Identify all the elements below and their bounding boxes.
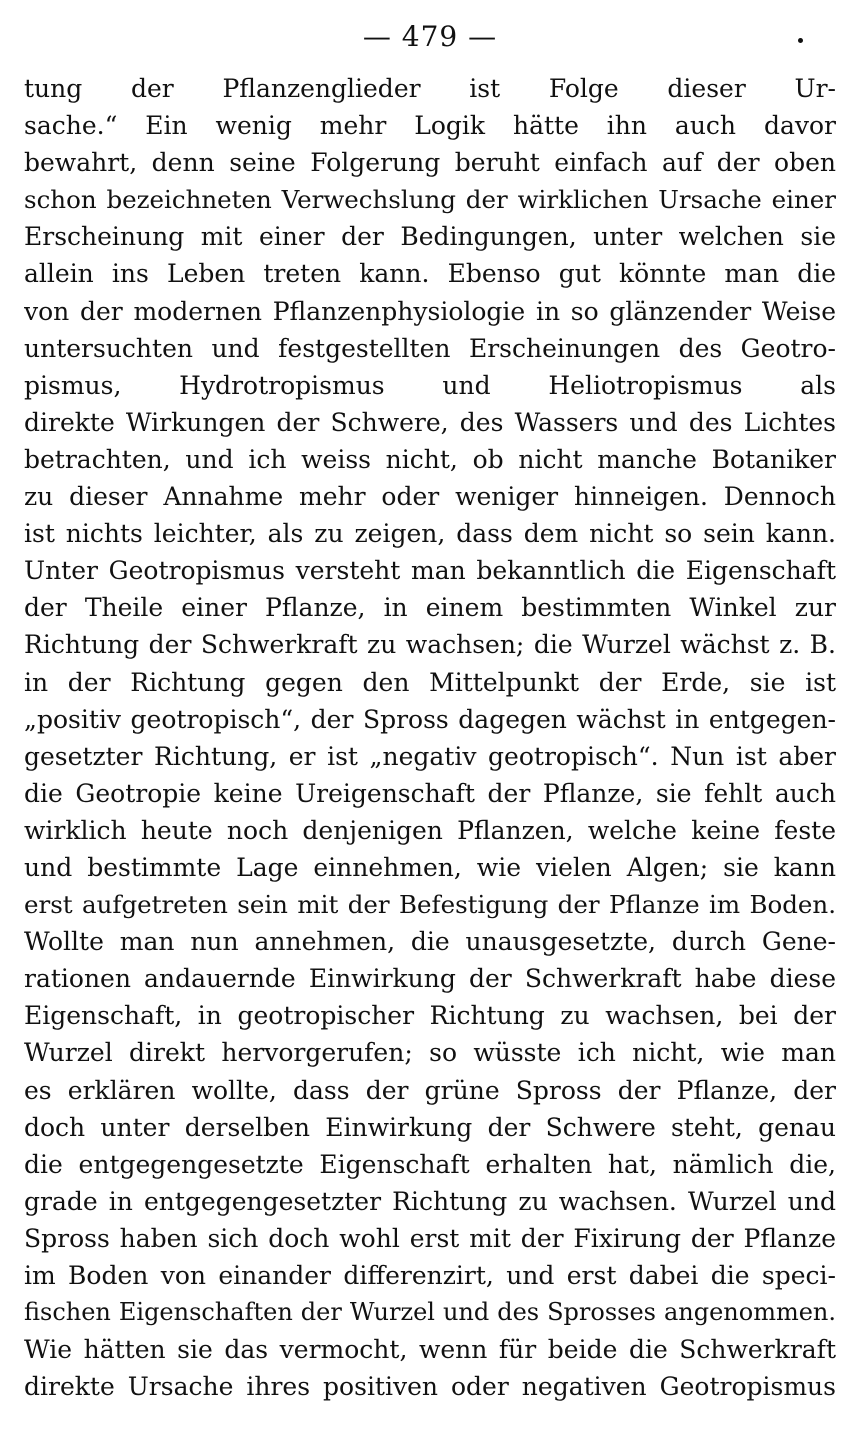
text-line: im Boden von einander differenzirt, und erst dabei die speci- bbox=[24, 1261, 836, 1290]
text-line: Wollte man nun annehmen, die unausgesetzte, durch Gene- bbox=[24, 927, 836, 957]
page-header bbox=[0, 18, 850, 58]
body-text bbox=[24, 70, 836, 1405]
text-line: rationen andauernde Einwirkung der Schwerkraft habe diese bbox=[24, 964, 836, 994]
text-line: es erklären wollte, dass der grüne Spross der Pflanze, der bbox=[24, 1075, 836, 1105]
page-number: — 479 — bbox=[362, 20, 498, 53]
text-line: tung der Pflanzenglieder ist Folge dieser Ur- bbox=[24, 74, 836, 103]
text-line: direkte Ursache ihres positiven oder negativen Geotropismus bbox=[24, 1372, 836, 1402]
text-line: die entgegengesetzte Eigenschaft erhalten hat, nämlich die, bbox=[24, 1149, 836, 1179]
text-line: gesetzter Richtung, er ist „negativ geotropisch“. Nun ist aber bbox=[24, 741, 836, 771]
text-line: ist nichts leichter, als zu zeigen, dass dem nicht so sein kann. bbox=[24, 519, 836, 549]
text-line: wirklich heute noch denjenigen Pflanzen, welche keine feste bbox=[24, 815, 836, 845]
text-line: direkte Wirkungen der Schwere, des Wassers und des Lichtes bbox=[24, 407, 836, 437]
text-line: doch unter derselben Einwirkung der Schwere steht, genau bbox=[24, 1112, 836, 1142]
text-line: die Geotropie keine Ureigenschaft der Pflanze, sie fehlt auch bbox=[24, 778, 836, 808]
text-line: bewahrt, denn seine Folgerung beruht einfach auf der oben bbox=[24, 148, 836, 178]
text-line: Spross haben sich doch wohl erst mit der Fixirung der Pflanze bbox=[24, 1223, 836, 1253]
text-line: erst aufgetreten sein mit der Befestigung der Pflanze im Boden. bbox=[24, 890, 836, 920]
text-line: Wurzel direkt hervorgerufen; so wüsste ich nicht, wie man bbox=[24, 1038, 836, 1068]
text-line: Erscheinung mit einer der Bedingungen, unter welchen sie bbox=[24, 222, 836, 252]
text-line: sache.“ Ein wenig mehr Logik hätte ihn auch davor bbox=[24, 111, 836, 141]
text-line: der Theile einer Pflanze, in einem bestimmten Winkel zur bbox=[24, 593, 836, 623]
text-line: grade in entgegengesetzter Richtung zu wachsen. Wurzel und bbox=[24, 1186, 836, 1216]
text-line: Eigenschaft, in geotropischer Richtung zu wachsen, bei der bbox=[24, 1001, 836, 1031]
text-line: von der modernen Pflanzenphysiologie in so glänzender Weise bbox=[24, 296, 836, 326]
text-line: Richtung der Schwerkraft zu wachsen; die Wurzel wächst z. B. bbox=[24, 630, 836, 660]
text-line: schon bezeichneten Verwechslung der wirklichen Ursache einer bbox=[24, 185, 836, 215]
text-line: Unter Geotropismus versteht man bekanntlich die Eigenschaft bbox=[24, 556, 836, 586]
text-line: und bestimmte Lage einnehmen, wie vielen Algen; sie kann bbox=[24, 852, 836, 882]
header-dot-mark bbox=[798, 38, 803, 43]
text-line: pismus, Hydrotropismus und Heliotropismus als bbox=[24, 370, 836, 400]
text-line: Wie hätten sie das vermocht, wenn für beide die Schwerkraft bbox=[24, 1335, 836, 1365]
text-line: in der Richtung gegen den Mittelpunkt der Erde, sie ist bbox=[24, 667, 836, 697]
text-line: betrachten, und ich weiss nicht, ob nicht manche Botaniker bbox=[24, 444, 836, 474]
text-line: untersuchten und festgestellten Erscheinungen des Geotro- bbox=[24, 333, 836, 363]
text-line: fischen Eigenschaften der Wurzel und des Sprosses angenommen. bbox=[24, 1298, 836, 1327]
text-line: „positiv geotropisch“, der Spross dagegen wächst in entgegen- bbox=[24, 704, 836, 734]
text-line: zu dieser Annahme mehr oder weniger hinneigen. Dennoch bbox=[24, 482, 836, 512]
text-line: allein ins Leben treten kann. Ebenso gut könnte man die bbox=[24, 259, 836, 289]
